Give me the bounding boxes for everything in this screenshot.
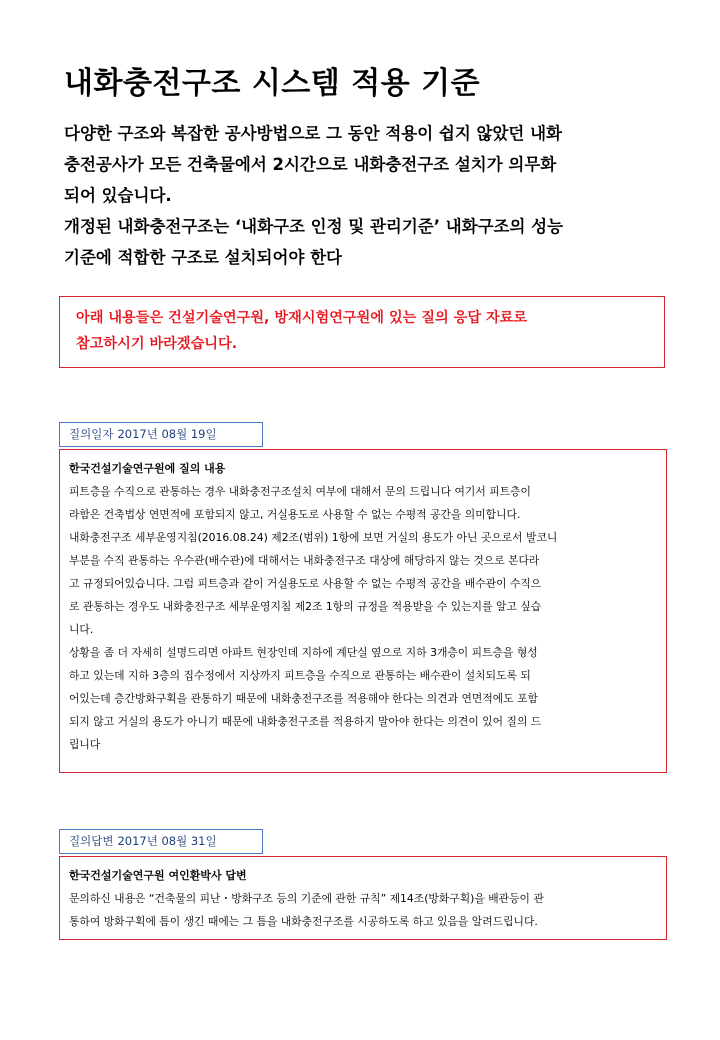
question-line: 내화충전구조 세부운영지침(2016.08.24) 제2조(범위) 1항에 보면 거실의 용도가 아닌 곳으로서 발코니 (69, 531, 558, 544)
question-date-value: 2017년 08월 19일 (117, 427, 217, 441)
answer-box (59, 856, 667, 940)
answer-date-tag (59, 829, 263, 854)
question-date-label: 질의일자 (69, 427, 114, 441)
answer-line: 통하여 방화구획에 틈이 생긴 때에는 그 틈을 내화충전구조를 시공하도록 하고 있음을 알려드립니다. (69, 915, 538, 928)
question-line: 라함은 건축법상 연면적에 포함되지 않고, 거실용도로 사용할 수 없는 수평적 공간을 의미합니다. (69, 508, 521, 521)
answer-line: 문의하신 내용은 “건축물의 피난・방화구조 등의 기준에 관한 규칙” 제14조(방화구획)을 배관등이 관 (69, 892, 544, 905)
question-line: 어있는데 층간방화구획을 관통하기 때문에 내화충전구조를 적용해야 한다는 의견과 연면적에도 포함 (69, 692, 538, 705)
notice-line: 참고하시기 바라겠습니다. (76, 336, 238, 352)
question-line: 상황을 좀 더 자세히 설명드리면 아파트 현장인데 지하에 계단실 옆으로 지하 3개층이 피트층을 형성 (69, 646, 538, 659)
page-title: 내화충전구조 시스템 적용 기준 (64, 66, 481, 101)
answer-date-value: 2017년 08월 31일 (117, 834, 217, 848)
question-line: 로 관통하는 경우도 내화충전구조 세부운영지침 제2조 1항의 규정을 적용받을 수 있는지를 알고 싶습 (69, 600, 542, 613)
answer-heading: 한국건설기술연구원 여인환박사 답변 (69, 869, 247, 882)
intro-line: 되어 있습니다. (64, 186, 172, 205)
notice-box (59, 296, 665, 368)
intro-paragraph (64, 118, 674, 273)
intro-line: 기준에 적합한 구조로 설치되어야 한다 (64, 248, 343, 267)
question-line: 고 규정되어있습니다. 그럼 피트층과 같이 거실용도로 사용할 수 없는 수평적 공간을 배수관이 수직으 (69, 577, 542, 590)
intro-line: 개정된 내화충전구조는 ‘내화구조 인정 및 관리기준’ 내화구조의 성능 (64, 217, 564, 236)
question-heading: 한국건설기술연구원에 질의 내용 (69, 462, 226, 475)
question-line: 립니다 (69, 738, 101, 751)
intro-line: 다양한 구조와 복잡한 공사방법으로 그 동안 적용이 쉽지 않았던 내화 (64, 124, 562, 143)
notice-line: 아래 내용들은 건설기술연구원, 방재시험연구원에 있는 질의 응답 자료로 (76, 310, 528, 326)
answer-date-label: 질의답변 (69, 834, 114, 848)
question-line: 니다. (69, 623, 94, 636)
question-box (59, 449, 667, 773)
question-line: 부분을 수직 관통하는 우수관(배수관)에 대해서는 내화충전구조 대상에 해당하지 않는 것으로 본다라 (69, 554, 540, 567)
question-date-tag (59, 422, 263, 447)
question-line: 피트층을 수직으로 관통하는 경우 내화충전구조설치 여부에 대해서 문의 드립니다 여기서 피트층이 (69, 485, 531, 498)
intro-line: 충전공사가 모든 건축물에서 2시간으로 내화충전구조 설치가 의무화 (64, 155, 557, 174)
question-line: 하고 있는데 지하 3층의 집수정에서 지상까지 피트층을 수직으로 관통하는 배수관이 설치되도록 되 (69, 669, 531, 682)
question-line: 되지 않고 거실의 용도가 아니기 때문에 내화충전구조를 적용하지 말아야 한다는 의견이 있어 질의 드 (69, 715, 542, 728)
